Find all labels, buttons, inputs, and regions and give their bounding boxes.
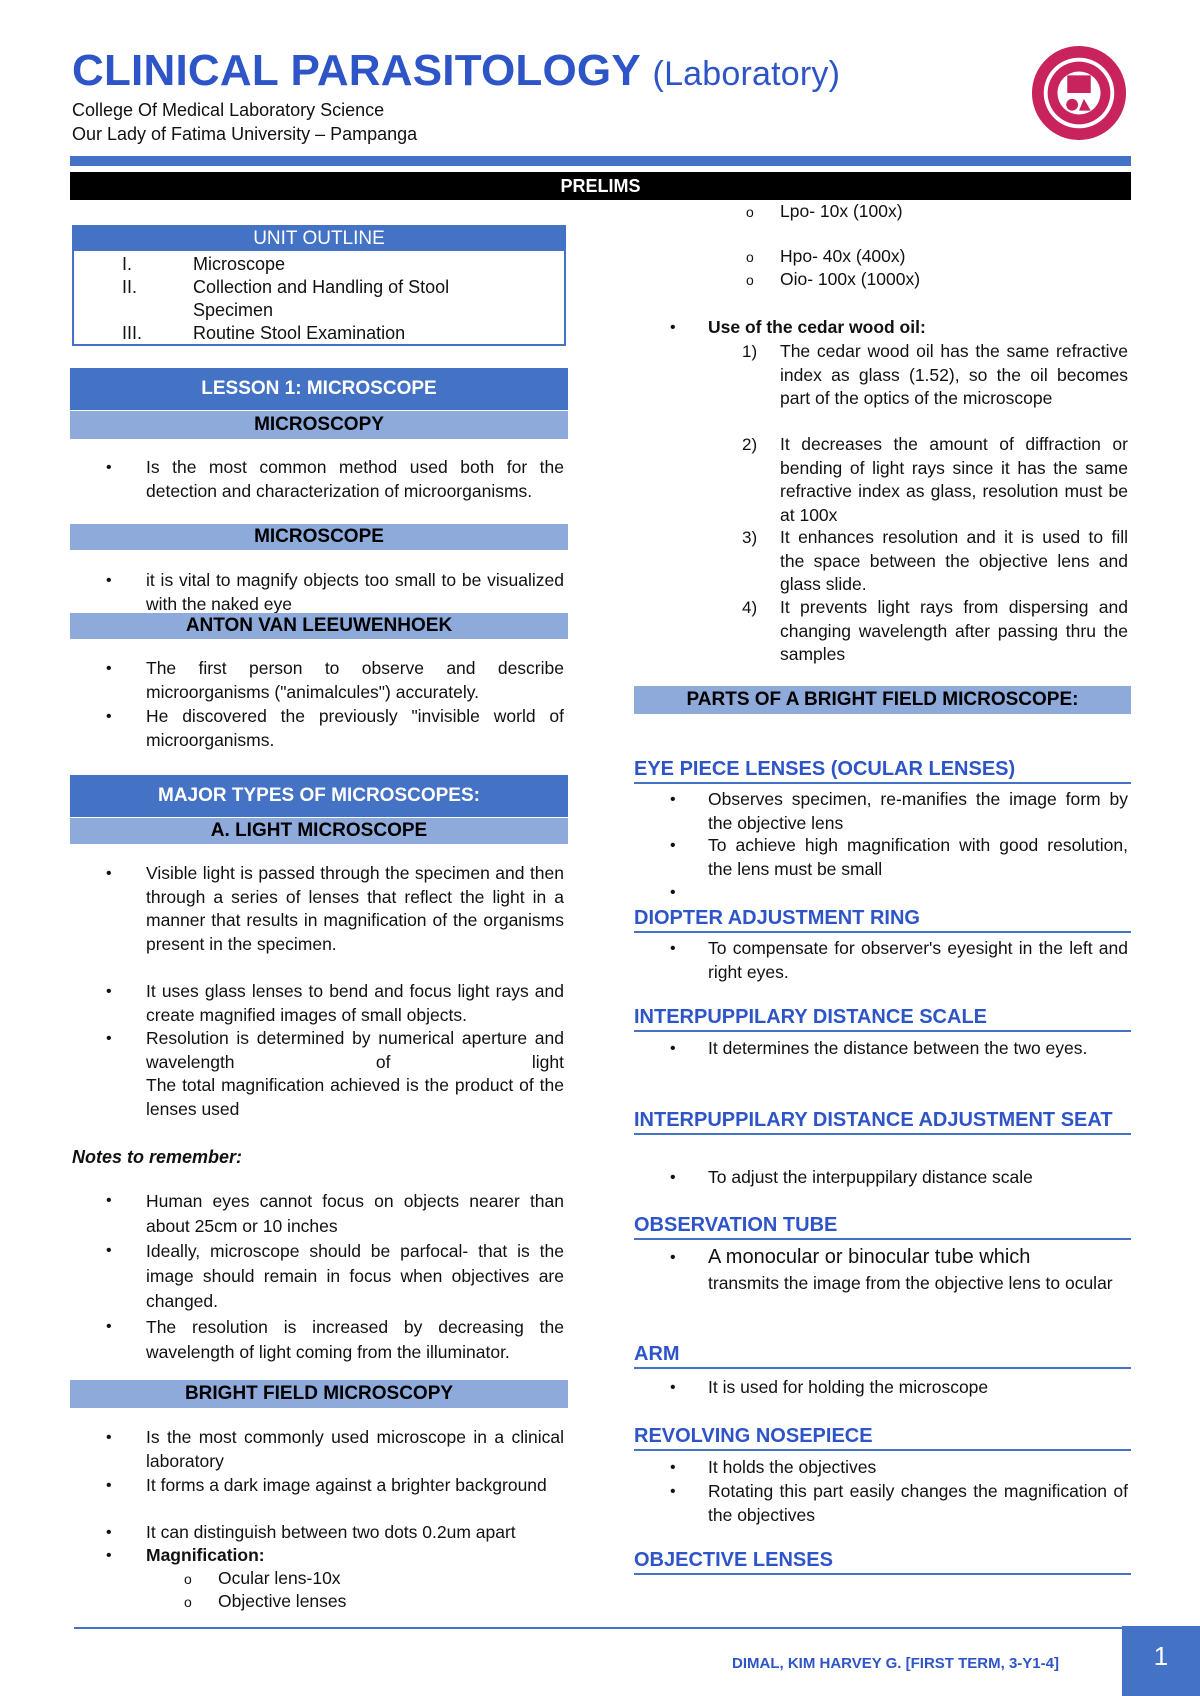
bullet-icon (670, 1456, 676, 1480)
university-seal-logo (1030, 44, 1128, 142)
bullet-icon (106, 1189, 112, 1213)
bullet-icon (670, 937, 676, 961)
anton-bullet-2: He discovered the previously "invisible world of microorganisms. (146, 706, 564, 750)
diopter-heading: DIOPTER ADJUSTMENT RING (634, 906, 1131, 933)
light-bullet-3-cont: The total magnification achieved is the product of the lenses used (146, 1075, 564, 1119)
objective-oio: Oio- 100x (1000x) (780, 269, 921, 289)
prelims-banner: PRELIMS (70, 172, 1131, 200)
outline-item: Microscope (193, 254, 286, 274)
magnification-label: Magnification: (146, 1545, 265, 1565)
bullet-icon (670, 881, 676, 905)
observation-tube-heading: OBSERVATION TUBE (634, 1213, 1131, 1240)
light-bullet-3: Resolution is determined by numerical aperture and wavelength of light (146, 1028, 564, 1072)
ipd-scale-bullet: It determines the distance between the two eyes. (708, 1038, 1088, 1058)
light-bullet-2: It uses glass lenses to bend and focus light rays and create magnified images of small objects. (146, 981, 564, 1025)
notes-bullet-1: Human eyes cannot focus on objects nearer than about 25cm or 10 inches (146, 1191, 564, 1236)
cedar-item: The cedar wood oil has the same refractive index as glass (1.52), so the oil becomes part of the optics of the microscope (780, 341, 1128, 408)
eyepiece-heading: EYE PIECE LENSES (OCULAR LENSES) (634, 757, 1131, 784)
objective-lenses-heading: OBJECTIVE LENSES (634, 1548, 1131, 1575)
footer-rule (74, 1627, 1124, 1629)
bright-bullet-1: Is the most commonly used microscope in a clinical laboratory (146, 1427, 564, 1471)
objective-lpo: Lpo- 10x (100x) (780, 201, 903, 221)
diopter-bullet: To compensate for observer's eyesight in the left and right eyes. (708, 938, 1128, 982)
arm-heading: ARM (634, 1342, 1131, 1369)
cedar-item: It prevents light rays from dispersing and changing wavelength after passing thru the samples (780, 597, 1128, 664)
footer-author: DIMAL, KIM HARVEY G. [FIRST TERM, 3-Y1-4] (732, 1655, 1059, 1672)
microscope-bullet: it is vital to magnify objects too small to be visualized with the naked eye (146, 570, 564, 614)
nosepiece-bullet-1: It holds the objectives (708, 1457, 877, 1477)
major-types-heading: MAJOR TYPES OF MICROSCOPES: (70, 775, 568, 817)
outline-item: Routine Stool Examination (193, 323, 406, 343)
sub-bullet-icon (184, 1568, 192, 1592)
sub-bullet-icon (746, 269, 754, 293)
bright-bullet-2: It forms a dark image against a brighter background (146, 1475, 547, 1495)
light-bullet-1: Visible light is passed through the specimen and then through a series of lenses that reflect the light in a manner that results in magnification of the organisms present in the specimen. (146, 863, 564, 954)
ipd-seat-bullet: To adjust the interpuppilary distance scale (708, 1167, 1033, 1187)
outline-item: Collection and Handling of Stool Specimen (193, 277, 450, 320)
bullet-icon (106, 705, 112, 729)
bullet-icon (106, 980, 112, 1004)
bullet-icon (106, 1544, 112, 1568)
arm-bullet: It is used for holding the microscope (708, 1377, 989, 1397)
parts-heading: PARTS OF A BRIGHT FIELD MICROSCOPE: (634, 686, 1131, 714)
cedar-num: 1) (742, 342, 758, 361)
notes-heading: Notes to remember: (72, 1147, 243, 1167)
microscopy-bullet: Is the most common method used both for the detection and characterization of microorganisms. (146, 457, 564, 501)
sub-bullet-icon (746, 201, 754, 225)
bright-bullet-3: It can distinguish between two dots 0.2um apart (146, 1522, 516, 1542)
eyepiece-bullet-2: To achieve high magnification with good resolution, the lens must be small (708, 835, 1128, 879)
bullet-icon (106, 657, 112, 681)
nosepiece-bullet-2: Rotating this part easily changes the magnification of the objectives (708, 1481, 1128, 1525)
light-microscope-heading: A. LIGHT MICROSCOPE (70, 818, 568, 844)
bullet-icon (106, 1521, 112, 1545)
magnification-ocular: Ocular lens-10x (218, 1568, 341, 1588)
unit-outline-box (72, 225, 566, 346)
bullet-icon (670, 1376, 676, 1400)
document-title: CLINICAL PARASITOLOGY (Laboratory) (72, 46, 841, 95)
eyepiece-bullet-1: Observes specimen, re-manifies the image form by the objective lens (708, 789, 1128, 833)
cedar-num: 2) (742, 435, 758, 454)
ipd-seat-heading: INTERPUPPILARY DISTANCE ADJUSTMENT SEAT (634, 1108, 1131, 1135)
bullet-icon (106, 1315, 112, 1339)
sub-bullet-icon (746, 246, 754, 270)
bullet-icon (670, 788, 676, 812)
bullet-icon (670, 1037, 676, 1061)
notes-bullet-3: The resolution is increased by decreasing the wavelength of light coming from the illuminator. (146, 1317, 564, 1362)
bullet-icon (106, 1474, 112, 1498)
college-name: College Of Medical Laboratory Science (72, 100, 385, 120)
outline-num: I. (122, 254, 133, 274)
cedar-item: It enhances resolution and it is used to fill the space between the objective lens and glass slide. (780, 527, 1128, 594)
observation-bullet-b: transmits the image from the objective lens to ocular (708, 1273, 1113, 1293)
bright-field-heading: BRIGHT FIELD MICROSCOPY (70, 1380, 568, 1408)
bullet-icon (670, 834, 676, 858)
nosepiece-heading: REVOLVING NOSEPIECE (634, 1424, 1131, 1451)
sub-bullet-icon (184, 1591, 192, 1615)
header-rule (70, 156, 1131, 166)
cedar-item: It decreases the amount of diffraction or bending of light rays since it has the same refractive index as glass, resolution must be at 100x (780, 434, 1128, 525)
bullet-icon (670, 1246, 676, 1270)
bullet-icon (670, 1166, 676, 1190)
bullet-icon (106, 569, 112, 593)
bullet-icon (106, 456, 112, 480)
microscopy-heading: MICROSCOPY (70, 411, 568, 439)
notes-bullet-2: Ideally, microscope should be parfocal- that is the image should remain in focus when objectives are changed. (146, 1241, 564, 1311)
unit-outline-title: UNIT OUTLINE (74, 227, 564, 251)
bullet-icon (106, 1239, 112, 1263)
outline-num: II. (122, 277, 138, 297)
page-number: 1 (1122, 1626, 1200, 1696)
magnification-objective: Objective lenses (218, 1591, 347, 1611)
university-name: Our Lady of Fatima University – Pampanga (72, 124, 418, 144)
objective-hpo: Hpo- 40x (400x) (780, 246, 906, 266)
bullet-icon (106, 1426, 112, 1450)
bullet-icon (106, 1027, 112, 1051)
cedar-oil-heading: Use of the cedar wood oil: (708, 317, 926, 337)
bullet-icon (106, 862, 112, 886)
microscope-heading: MICROSCOPE (70, 524, 568, 550)
lesson-heading: LESSON 1: MICROSCOPE (70, 368, 568, 410)
bullet-icon (670, 1480, 676, 1504)
anton-heading: ANTON VAN LEEUWENHOEK (70, 613, 568, 639)
document-subtitle: (Laboratory) (652, 55, 841, 93)
outline-num: III. (122, 323, 143, 343)
anton-bullet-1: The first person to observe and describe microorganisms ("animalcules") accurately. (146, 658, 564, 702)
bullet-icon (670, 316, 676, 340)
observation-bullet-a: A monocular or binocular tube which (708, 1246, 1031, 1268)
ipd-scale-heading: INTERPUPPILARY DISTANCE SCALE (634, 1005, 1131, 1032)
cedar-num: 3) (742, 528, 758, 547)
cedar-num: 4) (742, 598, 758, 617)
